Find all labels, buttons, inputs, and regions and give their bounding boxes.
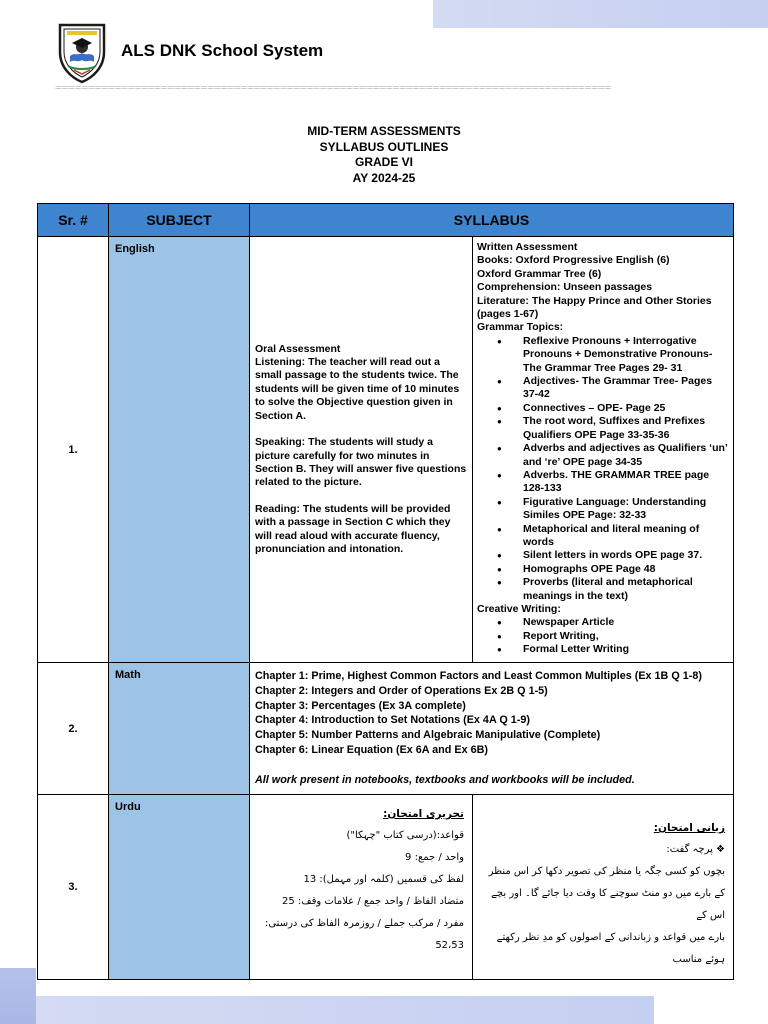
written-heading: Written Assessment [477,241,578,253]
header-subject: SUBJECT [109,204,250,237]
syllabus-table [37,203,734,980]
subject-cell: Math [109,663,250,795]
oral-reading: Reading: The students will be provided with a passage in Section C which they will read aloud with accurate fluency, pronunciation and intonation. [255,502,451,555]
urdu-oral-line: کے بارے میں دو منٹ سوچنے کا وقت دیا جائے گا۔ اور بچے اس کے [491,888,726,921]
list-item: ● Proverbs (literal and metaphorical meanings in the text) [497,576,729,603]
math-chapter: Chapter 3: Percentages (Ex 3A complete) [255,699,466,712]
list-item: ● Report Writing, [497,630,729,643]
list-item: ● Metaphorical and literal meaning of words [497,523,729,550]
urdu-written-line: متضاد الفاظ / واحد جمع / علامات وقف: 25 [281,896,464,907]
grammar-topics-heading: Grammar Topics: [477,321,564,334]
math-chapter: Chapter 5: Number Patterns and Algebraic Manipulative (Complete) [255,729,601,742]
urdu-written-line: قواعد:(درسی کتاب "چہکا") [346,830,464,841]
oral-heading: Oral Assessment [255,342,341,355]
english-written-assessment [473,237,734,663]
written-literature: Literature: The Happy Prince and Other Stories (pages 1-67) [477,294,712,321]
urdu-oral-title: زبانی امتحان: [653,822,726,834]
header-divider: ==================================================================================== [55,83,612,93]
table-header-row [38,204,734,237]
math-syllabus [250,663,734,795]
list-item: ● Homographs OPE Page 48 [497,563,729,576]
bottom-decorative-band [36,996,654,1024]
header-syllabus: SYLLABUS [250,204,734,237]
urdu-written-assessment [250,795,473,980]
sr-cell: 1. [38,237,109,663]
top-decorative-band [433,0,768,28]
title-grade: GRADE VI [354,155,413,169]
math-note: All work present in notebooks, textbooks and workbooks will be included. [255,773,635,786]
urdu-written-title: تحریری امتحان: [383,808,464,820]
table-row-math [38,663,734,795]
list-item: ● Adjectives- The Grammar Tree- Pages 37-42 [497,375,729,402]
list-item: ● Reflexive Pronouns + Interrogative Pronouns + Demonstrative Pronouns- The Grammar Tree Pages 29- 31 [497,335,729,375]
list-item: ● Adverbs and adjectives as Qualifiers ‘un’ and ‘re’ OPE page 34-35 [497,442,729,469]
list-item: ● Formal Letter Writing [497,643,729,656]
list-item: ● Connectives – OPE- Page 25 [497,402,729,415]
list-item: ● The root word, Suffixes and Prefixes Qualifiers OPE Page 33-35-36 [497,415,729,442]
title-academic-year: AY 2024-25 [352,170,416,185]
math-chapter: Chapter 6: Linear Equation (Ex 6A and Ex 6B) [255,743,488,756]
math-chapter: Chapter 4: Introduction to Set Notations (Ex 4A Q 1-9) [255,714,530,727]
oral-speaking: Speaking: The students will study a picture carefully for two minutes in Section B. They will answer five questions related to the picture. [255,436,467,489]
list-item: ● Adverbs. THE GRAMMAR TREE page 128-133 [497,469,729,496]
written-grammar-tree: Oxford Grammar Tree (6) [477,267,602,280]
creative-writing-heading: Creative Writing: [477,602,561,615]
urdu-written-line: لفظ کی قسمیں (کلمہ اور مہمل): 13 [303,874,464,885]
sr-cell: 2. [38,663,109,795]
school-crest-logo [56,22,108,84]
english-oral-assessment [250,237,473,663]
header-sr: Sr. # [38,204,109,237]
list-item: ● Newspaper Article [497,616,729,629]
math-chapter: Chapter 2: Integers and Order of Operations Ex 2B Q 1-5) [255,684,548,697]
title-assessment: MID-TERM ASSESSMENTS [307,124,461,138]
bottom-left-decorative-block [0,968,36,1024]
subject-cell: English [109,237,250,663]
sr-cell: 3. [38,795,109,980]
title-syllabus: SYLLABUS OUTLINES [319,139,449,154]
urdu-oral-line: ❖ پرچہ گفت: [666,844,726,855]
table-row-english [38,237,734,663]
written-comprehension: Comprehension: Unseen passages [477,281,653,294]
oral-listening: Listening: The teacher will read out a small passage to the students twice. The students will be given time of 10 minutes to solve the Objective question given in Section A. [255,356,460,422]
grammar-topics-list [477,335,729,603]
urdu-oral-assessment [473,795,734,980]
math-chapter: Chapter 1: Prime, Highest Common Factors and Least Common Multiples (Ex 1B Q 1-8) [255,670,702,682]
table-row-urdu [38,795,734,980]
urdu-written-line: مفرد / مرکب جملے / روزمرہ الفاظ کی درستی: 52،53 [264,918,464,951]
urdu-oral-line: بارے میں قواعد و زباندانی کے اصولوں کو مدِ نظر رکھتے ہوئے مناسب [496,932,726,965]
subject-cell: Urdu [109,795,250,980]
list-item: ● Figurative Language: Understanding Similes OPE Page: 32-33 [497,496,729,523]
document-titles [0,124,768,186]
list-item: ● Silent letters in words OPE page 37. [497,549,729,562]
school-name: ALS DNK School System [121,41,324,60]
creative-writing-list [477,616,729,656]
urdu-written-line: واحد / جمع: 9 [405,852,464,863]
written-books: Books: Oxford Progressive English (6) [477,254,670,267]
urdu-oral-line: بچوں کو کسی جگہ یا منظر کی تصویر دکھا کر اس منظر [488,866,726,877]
